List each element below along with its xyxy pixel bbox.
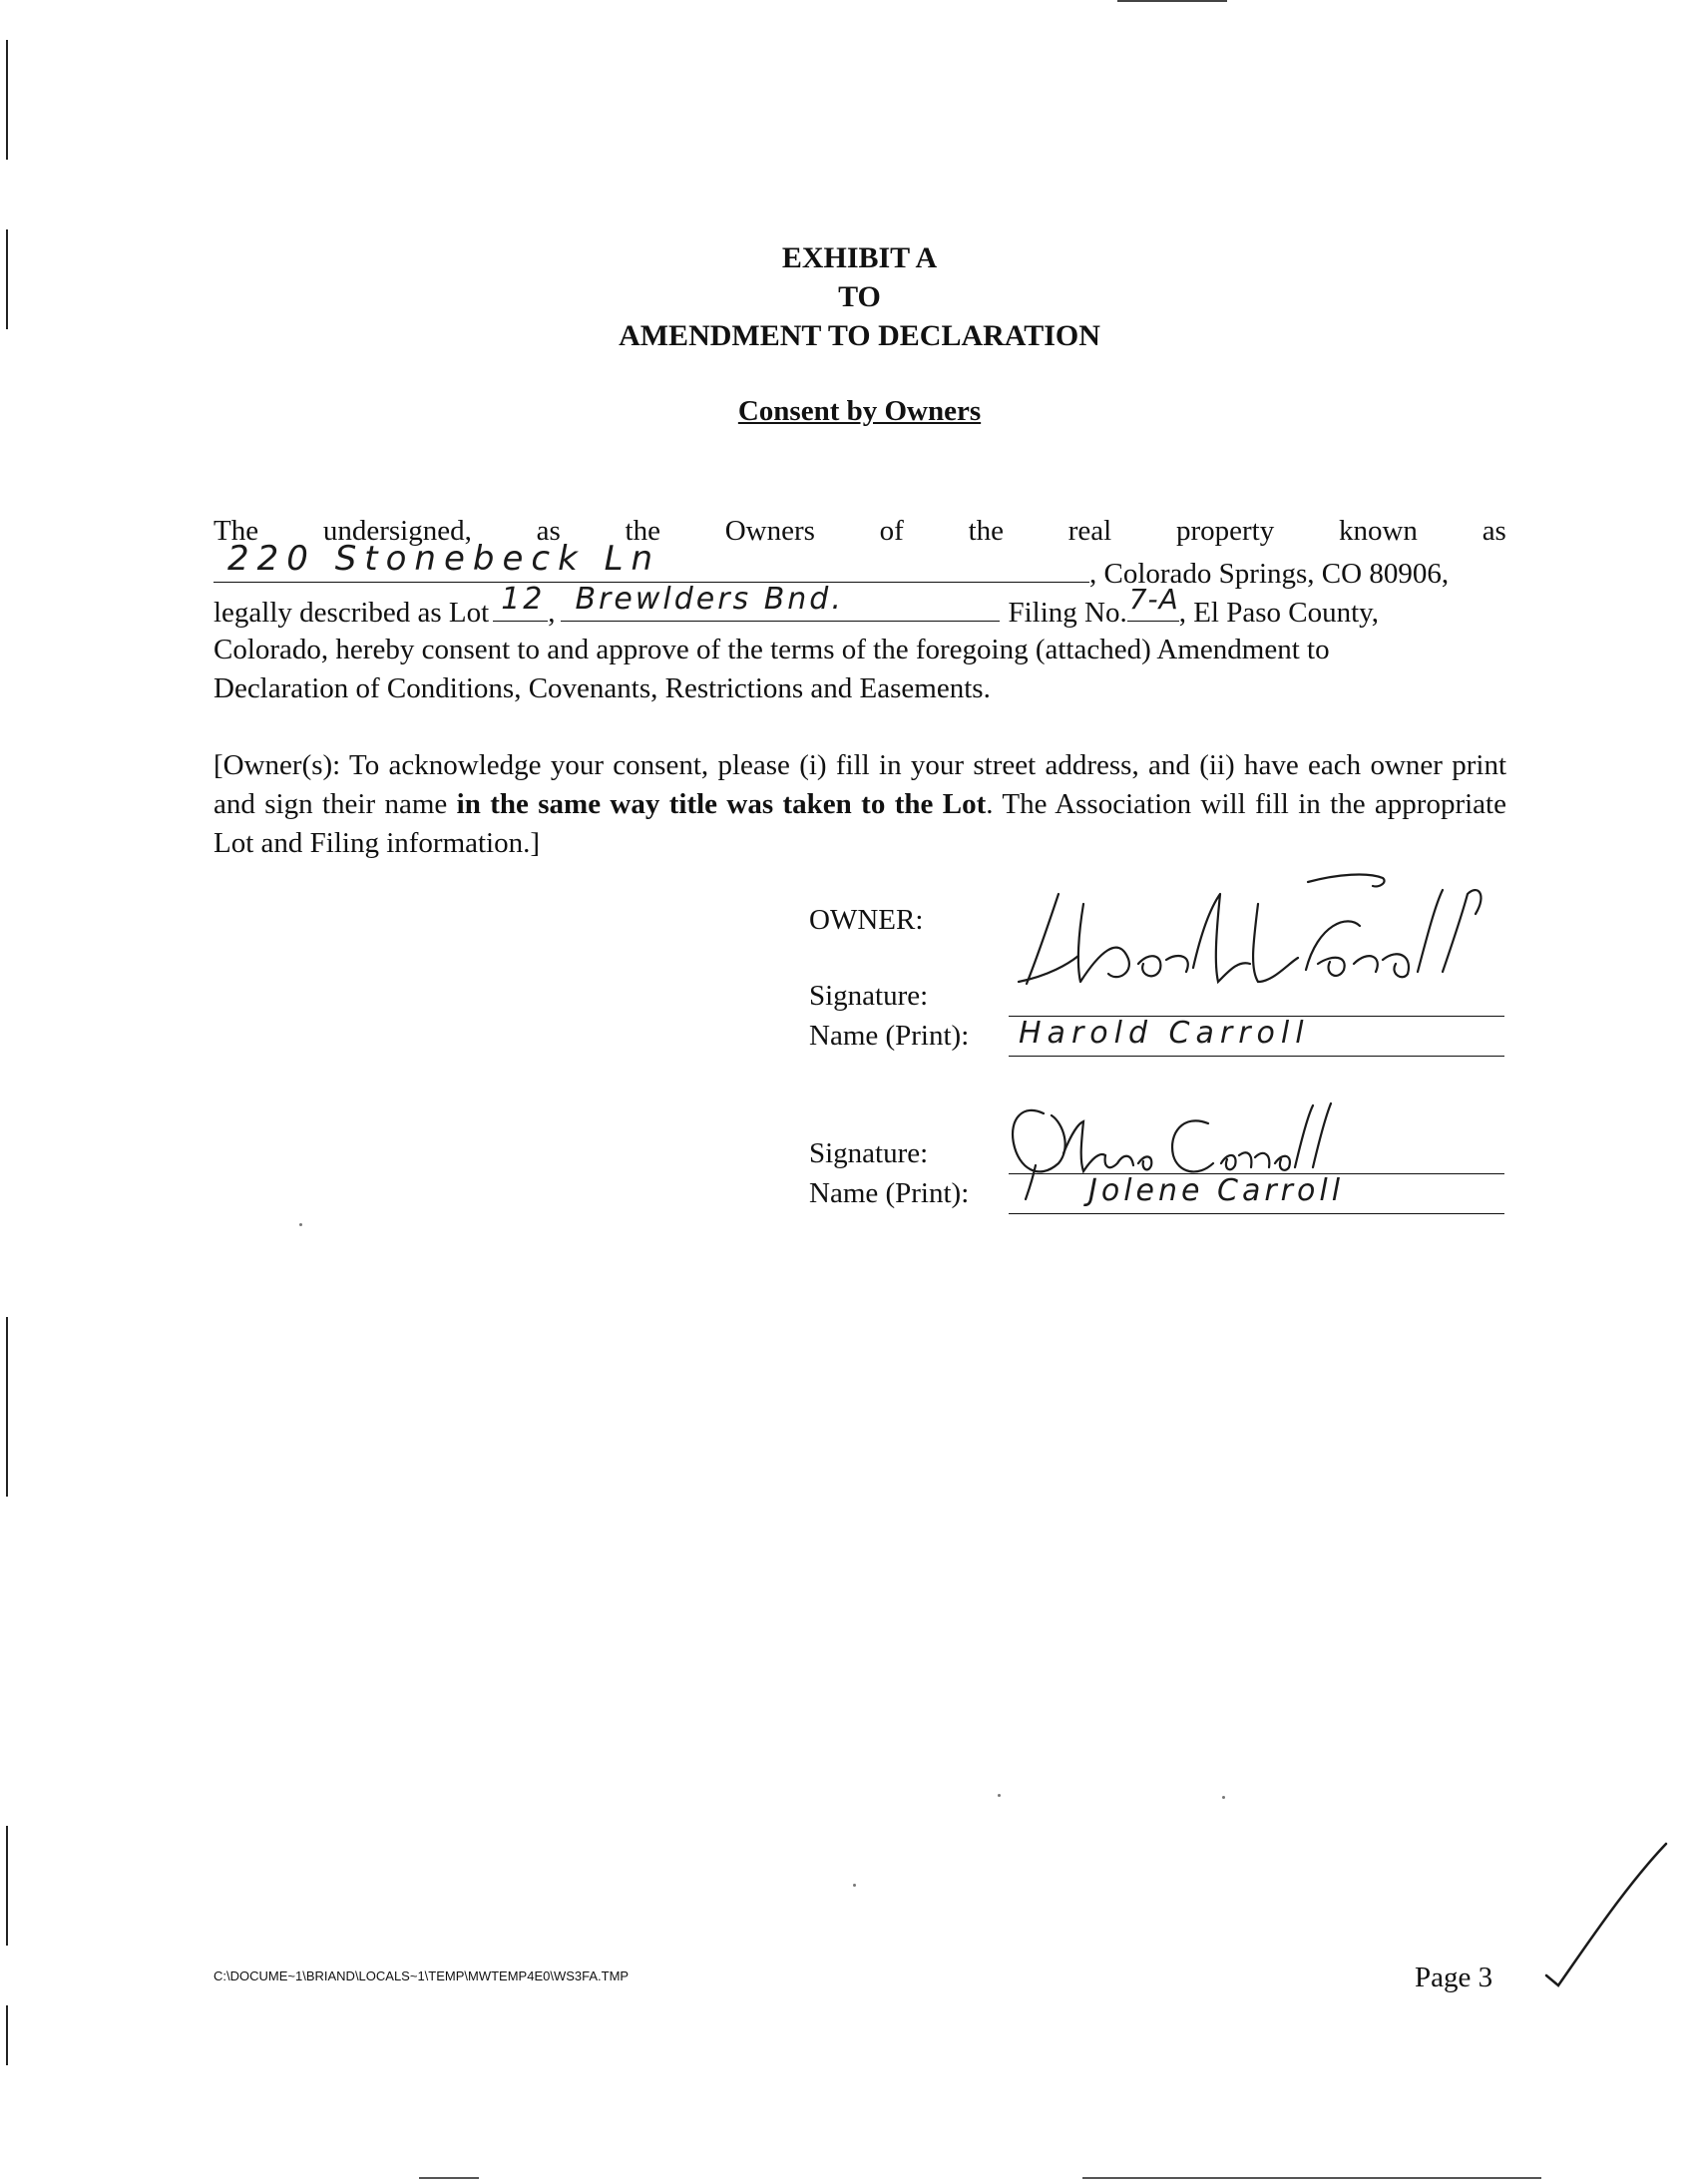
lot-prefix: legally described as Lot	[213, 597, 490, 629]
exhibit-heading	[12, 239, 1695, 356]
scan-artifact	[1117, 0, 1227, 2]
filing-field[interactable]	[1127, 582, 1179, 622]
lot-handwritten: 12	[501, 581, 546, 617]
line5-text: Declaration of Conditions, Covenants, Restrictions and Easements.	[213, 672, 991, 704]
address-suffix: , Colorado Springs, CO 80906,	[1089, 557, 1450, 590]
word: The	[213, 515, 259, 547]
word: known	[1338, 515, 1418, 547]
instructions-bold: in the same way title was taken to the Lot	[456, 788, 987, 820]
lot-comma: ,	[548, 597, 556, 629]
lot-field[interactable]	[493, 581, 548, 622]
instructions-part-1: [Owner(s): To acknowledge your consent, please (i) fill in your street address, and (ii) have each owner print and sign their name	[213, 749, 1506, 820]
scan-artifact	[6, 40, 8, 160]
paragraph-line-5	[213, 669, 1506, 709]
line4-text: Colorado, hereby consent to and approve of the terms of the foregoing (attached) Amendment to	[213, 633, 1330, 665]
word: real	[1067, 515, 1112, 547]
word: undersigned,	[322, 515, 472, 547]
heading-line-1: EXHIBIT A	[781, 241, 938, 274]
scan-speck	[853, 1884, 856, 1887]
owner1-signature-label: Signature:	[809, 980, 929, 1012]
instructions-paragraph	[213, 746, 1506, 863]
footer-file-path: C:\DOCUME~1\BRIAND\LOCALS~1\TEMP\MWTEMP4E0\WS3FA.TMP	[213, 1968, 630, 1983]
owner2-name-print: Jolene Carroll	[1088, 1173, 1345, 1208]
scan-speck	[1222, 1796, 1225, 1799]
filing-suffix: , El Paso County,	[1178, 597, 1380, 629]
filing-prefix: Filing No.	[1008, 597, 1127, 629]
scan-artifact	[419, 2177, 479, 2179]
scan-artifact	[6, 229, 8, 329]
scan-artifact	[6, 1826, 8, 1946]
heading-line-2: TO	[838, 280, 881, 313]
scan-speck	[299, 1223, 302, 1226]
owner2-signature-label: Signature:	[809, 1137, 929, 1169]
word: as	[536, 515, 561, 547]
instructions-part-2: . The Association will fill in the appropriate Lot and Filing information.]	[213, 788, 1506, 859]
word: property	[1175, 515, 1275, 547]
page-number: Page 3	[1415, 1962, 1493, 1993]
scan-artifact	[6, 1317, 8, 1497]
paragraph-line-4	[213, 631, 1506, 670]
address-field[interactable]	[213, 539, 1089, 583]
word: the	[968, 515, 1005, 547]
scan-speck	[998, 1794, 1001, 1797]
owner1-name-print: Harold Carroll	[1019, 1016, 1310, 1051]
word: of	[879, 515, 904, 547]
consent-title: Consent by Owners	[737, 395, 982, 427]
heading-line-3: AMENDMENT TO DECLARATION	[619, 319, 1100, 352]
owner1-signature	[989, 864, 1547, 1024]
checkmark-icon	[1536, 1836, 1676, 1995]
subdivision-handwritten: Brewlders Bnd.	[575, 581, 844, 617]
word: Owners	[724, 515, 815, 547]
word: the	[625, 515, 660, 547]
owner2-name-label: Name (Print):	[809, 1177, 970, 1209]
filing-handwritten: 7-A	[1128, 582, 1179, 616]
address-handwritten: 220 Stonebeck Ln	[227, 539, 661, 579]
owner-label: OWNER:	[809, 904, 924, 936]
consent-paragraph	[213, 512, 1506, 709]
scan-artifact	[1082, 2177, 1541, 2179]
paragraph-line-3	[213, 581, 1506, 631]
scan-artifact	[6, 2005, 8, 2065]
subdivision-field[interactable]	[561, 581, 1000, 622]
word: as	[1482, 515, 1506, 547]
paragraph-line-2	[213, 539, 1506, 592]
owner-section	[809, 904, 1627, 1233]
owner1-name-label: Name (Print):	[809, 1020, 970, 1052]
